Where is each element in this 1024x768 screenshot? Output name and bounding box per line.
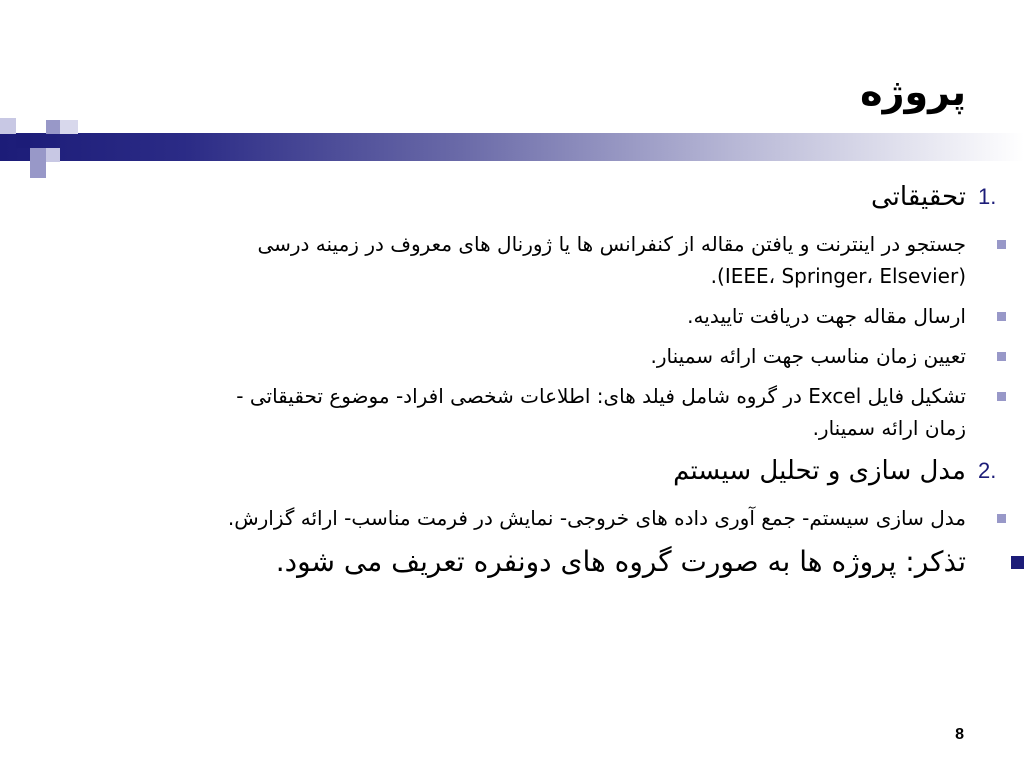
slide-content <box>100 178 997 582</box>
page-number: 8 <box>955 726 964 743</box>
note-text: تذکر: پروژه ها به صورت گروه های دونفره تعریف می شود. <box>275 545 966 578</box>
decor-square <box>46 148 60 162</box>
sub-item-text: ارسال مقاله جهت دریافت تاییدیه. <box>687 304 966 328</box>
note <box>100 542 966 582</box>
bullet-square-icon <box>997 392 1006 401</box>
item-number: 2. <box>978 458 997 483</box>
bullet-square-icon <box>997 240 1006 249</box>
decor-square <box>30 148 46 162</box>
bullet-square-icon <box>997 352 1006 361</box>
item-label: مدل سازی و تحلیل سیستم <box>673 456 966 486</box>
sub-item <box>222 300 966 332</box>
sub-item <box>222 502 966 534</box>
bullet-square-icon <box>1011 556 1024 569</box>
slide-title: پروژه <box>860 70 966 114</box>
decor-square <box>60 120 78 134</box>
decor-square <box>0 118 16 134</box>
bullet-square-icon <box>997 312 1006 321</box>
decor-square <box>16 134 30 148</box>
title-banner <box>0 133 1024 161</box>
list-item-modeling <box>100 452 997 490</box>
sub-item-text: مدل سازی سیستم- جمع آوری داده های خروجی- نمایش در فرمت مناسب- ارائه گزارش. <box>227 506 966 530</box>
sub-item-text: تشکیل فایل Excel در گروه شامل فیلد های: اطلاعات شخصی افراد- موضوع تحقیقاتی - زمان ارائه سمینار. <box>236 384 966 440</box>
list-item-research <box>100 178 997 216</box>
sub-item-text: جستجو در اینترنت و یافتن مقاله از کنفرانس ها یا ژورنال های معروف در زمینه درسی (IEEE، Springer، Elsevier). <box>257 232 966 288</box>
sub-item <box>222 380 966 444</box>
sub-item <box>222 340 966 372</box>
item-number: 1. <box>978 184 997 209</box>
item-label: تحقیقاتی <box>871 182 966 212</box>
decor-square <box>30 162 46 178</box>
bullet-square-icon <box>997 514 1006 523</box>
sub-item <box>222 228 966 292</box>
sub-item-text: تعیین زمان مناسب جهت ارائه سمینار. <box>650 344 966 368</box>
decor-square <box>46 120 60 134</box>
